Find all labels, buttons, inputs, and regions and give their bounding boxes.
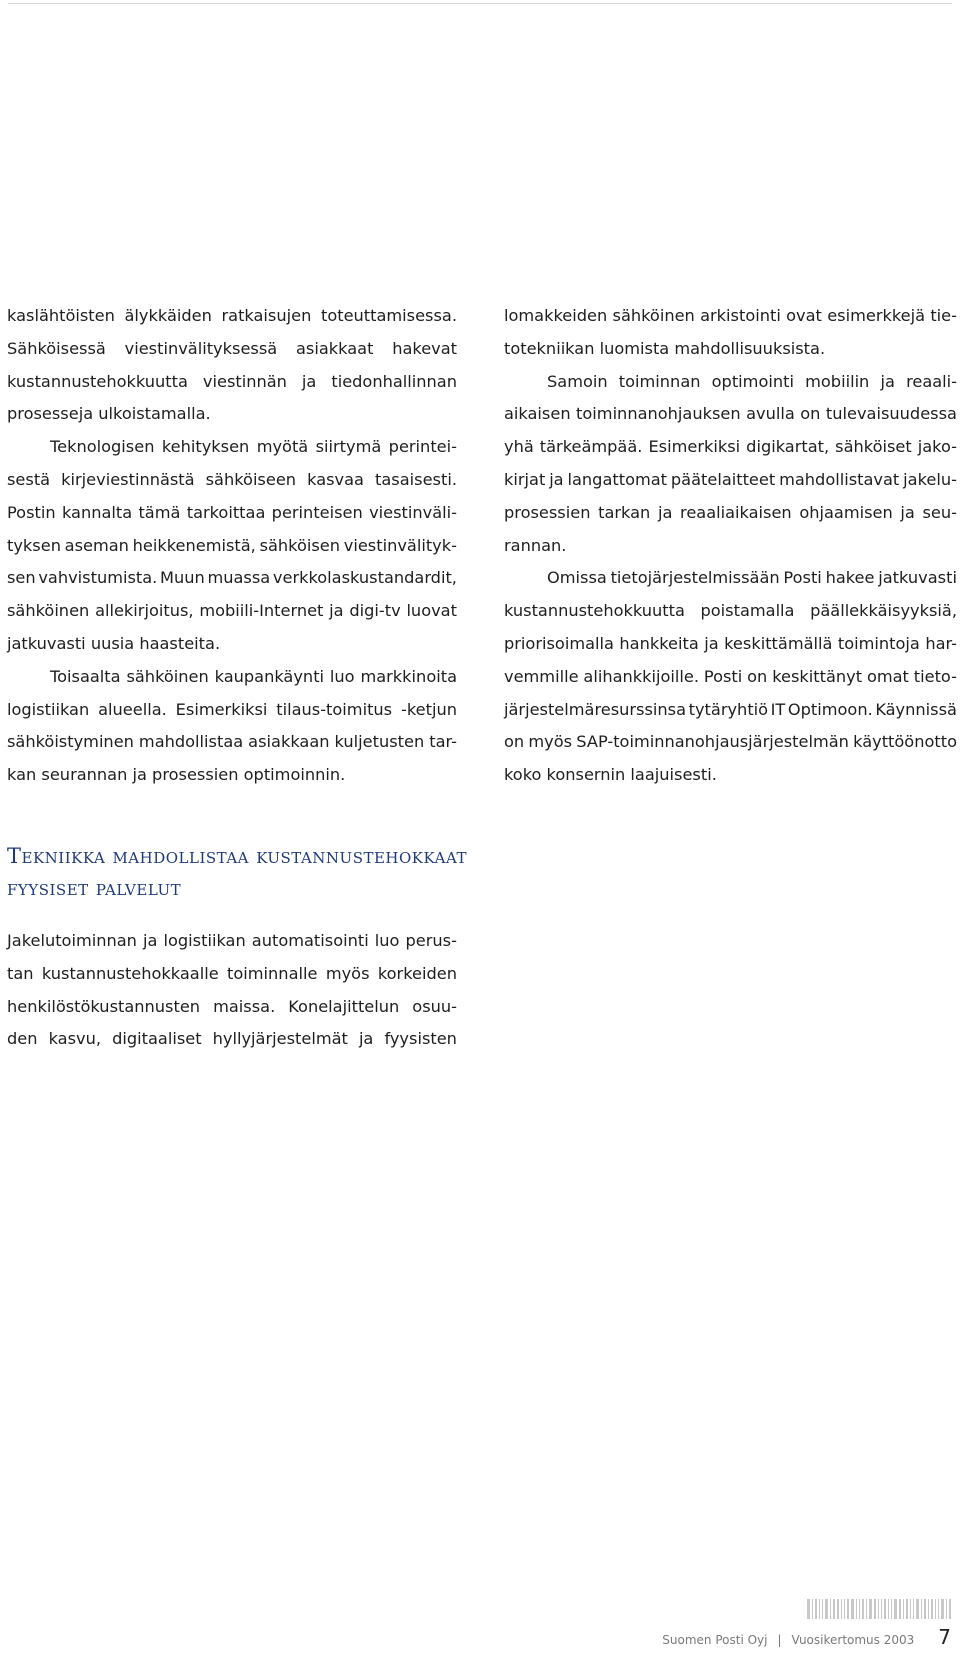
text-word: logistiikan <box>7 699 90 719</box>
text-word: tar- <box>429 732 457 752</box>
text-word: aseman <box>64 535 129 555</box>
text-word: tasaisesti. <box>375 469 457 489</box>
barcode-bar <box>862 1599 864 1619</box>
text-word: sähköinen <box>612 306 695 325</box>
text-word: Muun <box>160 568 205 588</box>
barcode-bar <box>913 1599 914 1619</box>
text-line <box>7 595 457 628</box>
text-word: kirjat <box>504 469 546 489</box>
text-word: on <box>800 404 821 424</box>
text-word: ja <box>657 502 673 522</box>
text-word: siirtymä <box>315 437 382 457</box>
text-word: Samoin <box>547 371 608 391</box>
text-line <box>7 562 457 595</box>
text-word: maissa. <box>213 996 276 1016</box>
barcode-bar <box>837 1599 839 1619</box>
text-word: hakevat <box>392 338 457 358</box>
text-word: ratkaisujen <box>221 306 312 325</box>
text-word: mahdollistaa <box>138 732 244 752</box>
text-line <box>7 300 457 333</box>
text-word: älykkäiden <box>124 306 212 325</box>
text-word: jatkuvasti uusia haasteita. <box>7 633 221 653</box>
barcode-bar <box>874 1599 876 1619</box>
text-word: luovat <box>406 601 457 621</box>
barcode-bar <box>899 1599 901 1619</box>
text-word: koko konsernin laajuisesti. <box>504 765 717 785</box>
text-line <box>7 759 457 792</box>
barcode-bar <box>851 1599 854 1619</box>
text-word: Konelajittelun <box>288 996 400 1016</box>
text-word: kehityksen <box>161 437 250 457</box>
text-word: viestinvälityk- <box>343 535 457 555</box>
text-word: Teknologisen <box>50 437 155 457</box>
barcode-bar <box>844 1599 845 1619</box>
text-line <box>504 398 957 431</box>
text-word: ja <box>880 371 895 391</box>
text-word: perinteisen <box>271 502 363 522</box>
text-word: tyksen <box>7 535 61 555</box>
text-word: Toisaalta <box>50 666 121 686</box>
text-word: keskittämällä <box>724 633 833 653</box>
text-word: perus- <box>405 931 457 950</box>
text-word: poistamalla <box>700 601 795 621</box>
text-word: perintei- <box>388 437 457 457</box>
text-word: mobiili-Internet <box>199 601 324 621</box>
barcode-bar <box>894 1599 897 1619</box>
text-word: toiminnanohjauksen <box>576 404 741 424</box>
barcode-bar <box>928 1599 929 1619</box>
text-word: prosessien <box>504 502 591 522</box>
barcode-bar <box>815 1599 817 1619</box>
text-line <box>504 464 957 497</box>
left-column <box>7 300 457 792</box>
barcode-bar <box>921 1599 922 1619</box>
text-line <box>7 958 457 991</box>
barcode-bar <box>884 1599 886 1619</box>
text-word: ja <box>549 469 564 489</box>
barcode-bar <box>935 1599 936 1619</box>
text-word: Postin <box>7 502 56 522</box>
text-word: Posti <box>703 666 743 686</box>
section-heading-line-2: fyysiset palvelut <box>7 876 182 900</box>
text-word: sen <box>7 568 36 588</box>
barcode-decoration <box>662 1599 951 1619</box>
text-word: tieto- <box>913 666 957 686</box>
text-word: henkilöstökustannusten <box>7 996 201 1016</box>
text-line <box>7 431 457 464</box>
text-word: tie- <box>930 306 957 325</box>
text-word: toteuttamisessa. <box>320 306 457 325</box>
text-word: allekirjoitus, <box>95 601 194 621</box>
text-word: lomakkeiden <box>504 306 608 325</box>
text-word: esimerkkejä <box>827 306 926 325</box>
text-word: avulla <box>746 404 795 424</box>
text-word: osuu- <box>412 996 457 1016</box>
text-line <box>7 497 457 530</box>
page-footer <box>662 1599 951 1649</box>
text-line <box>7 726 457 759</box>
text-word: luo <box>374 931 400 950</box>
text-word: tan <box>7 963 34 983</box>
text-line <box>7 366 457 399</box>
text-word: alueella. <box>98 699 167 719</box>
text-line <box>7 1023 457 1056</box>
text-word: IT <box>770 699 786 719</box>
barcode-bar <box>906 1599 908 1619</box>
text-word: asiakkaat <box>296 338 374 358</box>
text-line <box>7 925 457 958</box>
text-word: tilaus-toimitus <box>276 699 393 719</box>
barcode-bar <box>841 1599 842 1619</box>
text-word: Sähköisessä <box>7 338 106 358</box>
text-word: sestä <box>7 469 51 489</box>
page-number: 7 <box>938 1625 951 1649</box>
text-word: kirjeviestinnästä <box>61 469 195 489</box>
section-body <box>7 925 457 1056</box>
text-word: kasvu, <box>48 1029 102 1049</box>
text-word: kaslähtöisten <box>7 306 115 325</box>
text-word: priorisoimalla <box>504 633 614 653</box>
text-word: kuljetusten <box>334 732 425 752</box>
text-word: järjestelmäresurssinsa <box>504 699 687 719</box>
barcode-bar <box>903 1599 904 1619</box>
barcode-bar <box>938 1599 939 1619</box>
text-word: kan seurannan ja prosessien optimoinnin. <box>7 765 346 785</box>
barcode-bar <box>881 1599 882 1619</box>
text-word: luo <box>329 666 355 686</box>
text-line <box>504 497 957 530</box>
text-word: SAP-toiminnanohjausjärjestelmän <box>576 732 849 752</box>
barcode-bar <box>859 1599 860 1619</box>
text-word: arkistointi <box>700 306 781 325</box>
text-line <box>504 431 957 464</box>
text-line <box>7 628 457 661</box>
text-word: jakelu- <box>903 469 957 489</box>
text-word: Esimerkiksi <box>175 699 268 719</box>
barcode-bar <box>866 1599 867 1619</box>
text-line <box>7 991 457 1024</box>
text-word: päällekkäisyyksiä, <box>810 601 957 621</box>
text-word: korkeiden <box>377 963 457 983</box>
text-word: myös <box>528 732 573 752</box>
text-word: on <box>747 666 768 686</box>
text-line <box>504 694 957 727</box>
text-word: reaali- <box>906 371 957 391</box>
text-word: digitaaliset <box>112 1029 202 1049</box>
text-line <box>7 333 457 366</box>
text-line <box>504 628 957 661</box>
text-word: kasvaa <box>307 469 364 489</box>
text-word: kustannustehokkaalle <box>41 963 219 983</box>
barcode-bar <box>856 1599 857 1619</box>
text-word: heikkenemistä, <box>132 535 256 555</box>
text-word: ja <box>143 931 158 950</box>
text-word: fyysisten <box>384 1029 457 1049</box>
text-word: muassa <box>207 568 271 588</box>
text-word: ohjaamisen <box>799 502 893 522</box>
text-word: kannalta <box>61 502 133 522</box>
text-word: sähköiseen <box>205 469 297 489</box>
footer-separator: | <box>777 1633 782 1647</box>
text-word: vahvistumista. <box>38 568 158 588</box>
text-word: myös <box>325 963 370 983</box>
right-column <box>504 300 957 792</box>
text-word: toiminnan <box>618 371 701 391</box>
text-word: hyllyjärjestelmät <box>212 1029 348 1049</box>
text-word: sähköistyminen <box>7 732 134 752</box>
text-word: verkkolaskustandardit, <box>272 568 457 588</box>
barcode-bar <box>891 1599 892 1619</box>
text-word: totekniikan luomista mahdollisuuksista. <box>504 338 826 358</box>
text-word: asiakkaan <box>248 732 330 752</box>
text-word: hankkeita <box>619 633 699 653</box>
text-word: optimointi <box>711 371 794 391</box>
barcode-bar <box>910 1599 911 1619</box>
text-word: Omissa <box>547 568 607 588</box>
barcode-bar <box>819 1599 820 1619</box>
text-word: aikaisen <box>504 404 571 424</box>
barcode-bar <box>812 1599 813 1619</box>
text-word: tarkan <box>598 502 651 522</box>
text-line <box>504 562 957 595</box>
barcode-bar <box>869 1599 872 1619</box>
section-heading-line-1: Tekniikka mahdollistaa kustannustehokkaat <box>7 844 467 868</box>
text-word: hakee <box>825 568 875 588</box>
text-word: markkinoita <box>360 666 457 686</box>
text-word: ja <box>704 633 719 653</box>
text-word: seu- <box>922 502 957 522</box>
text-word: sähköinen <box>126 666 209 686</box>
text-word: on <box>504 732 525 752</box>
barcode-bar <box>931 1599 933 1619</box>
barcode-bar <box>916 1599 919 1619</box>
text-word: den <box>7 1029 38 1049</box>
text-word: toimintoja <box>837 633 920 653</box>
section-heading <box>7 840 467 904</box>
text-word: tämä <box>138 502 181 522</box>
text-word: viestinväli- <box>369 502 457 522</box>
text-word: vemmille <box>504 666 579 686</box>
text-word: digikartat, <box>746 437 830 457</box>
text-word: päätelaitteet <box>670 469 776 489</box>
text-word: -ketjun <box>401 699 457 719</box>
top-rule <box>8 3 952 4</box>
text-word: ja <box>900 502 915 522</box>
text-word: tietojärjestelmissään <box>610 568 780 588</box>
text-word: tiedonhallinnan <box>331 371 457 391</box>
text-word: Esimerkiksi <box>648 437 741 457</box>
barcode-bar <box>946 1599 947 1619</box>
text-word: kustannustehokkuutta <box>504 601 685 621</box>
text-word: toiminnalle <box>227 963 318 983</box>
text-word: rannan. <box>504 535 567 555</box>
text-word: sähköiset <box>835 437 912 457</box>
barcode-bar <box>830 1599 831 1619</box>
text-line <box>7 464 457 497</box>
barcode-bar <box>833 1599 835 1619</box>
text-word: sähköisen <box>259 535 341 555</box>
text-word: mobiilin <box>805 371 870 391</box>
text-line <box>504 530 957 563</box>
text-word: automatisointi <box>251 931 369 950</box>
text-word: käyttöönotto <box>853 732 957 752</box>
text-word: logistiikan <box>163 931 246 950</box>
text-word: tärkeämpää. <box>539 437 643 457</box>
text-line <box>7 530 457 563</box>
text-word: omat <box>866 666 909 686</box>
text-word: kustannustehokkuutta <box>7 371 188 391</box>
text-word: jatkuvasti <box>878 568 957 588</box>
barcode-bar <box>822 1599 823 1619</box>
text-line <box>504 726 957 759</box>
text-line <box>504 366 957 399</box>
text-word: ovat <box>786 306 822 325</box>
footer-report-title: Vuosikertomus 2003 <box>791 1633 915 1647</box>
text-word: tarkoittaa <box>186 502 266 522</box>
text-line <box>504 300 957 333</box>
text-line <box>7 398 457 431</box>
text-word: viestinnän <box>202 371 287 391</box>
text-word: Käynnissä <box>875 699 957 719</box>
text-line <box>504 333 957 366</box>
text-line <box>7 694 457 727</box>
text-word: viestinvälityksessä <box>124 338 278 358</box>
text-line <box>504 661 957 694</box>
barcode-bar <box>949 1599 951 1619</box>
text-word: reaaliaikaisen <box>680 502 792 522</box>
text-line <box>504 595 957 628</box>
barcode-bar <box>847 1599 849 1619</box>
text-line <box>504 759 957 792</box>
text-word: sähköinen <box>7 601 90 621</box>
text-word: tytäryhtiö <box>688 699 769 719</box>
text-word: tulevaisuudessa <box>825 404 957 424</box>
text-word: mahdollistavat <box>779 469 900 489</box>
text-word: ja <box>301 371 317 391</box>
text-word: myötä <box>256 437 309 457</box>
barcode-bar <box>825 1599 828 1619</box>
text-word: kaupankäynti <box>214 666 325 686</box>
text-word: Posti <box>783 568 822 588</box>
footer-company: Suomen Posti Oyj <box>662 1633 768 1647</box>
text-word: jako- <box>917 437 957 457</box>
text-word: ja <box>358 1029 374 1049</box>
text-word: Optimoon. <box>787 699 873 719</box>
text-word: keskittänyt <box>772 666 863 686</box>
text-word: yhä <box>504 437 534 457</box>
barcode-bar <box>807 1599 810 1619</box>
text-line <box>7 661 457 694</box>
text-word: langattomat <box>567 469 668 489</box>
text-word: alihankkijoille. <box>583 666 700 686</box>
text-word: Jakelutoiminnan <box>7 931 137 950</box>
text-word: har- <box>925 633 957 653</box>
barcode-bar <box>924 1599 926 1619</box>
text-word: prosesseja ulkoistamalla. <box>7 404 211 424</box>
text-word: ja <box>329 601 344 621</box>
barcode-bar <box>878 1599 879 1619</box>
barcode-bar <box>888 1599 889 1619</box>
barcode-bar <box>941 1599 944 1619</box>
text-word: digi-tv <box>349 601 401 621</box>
